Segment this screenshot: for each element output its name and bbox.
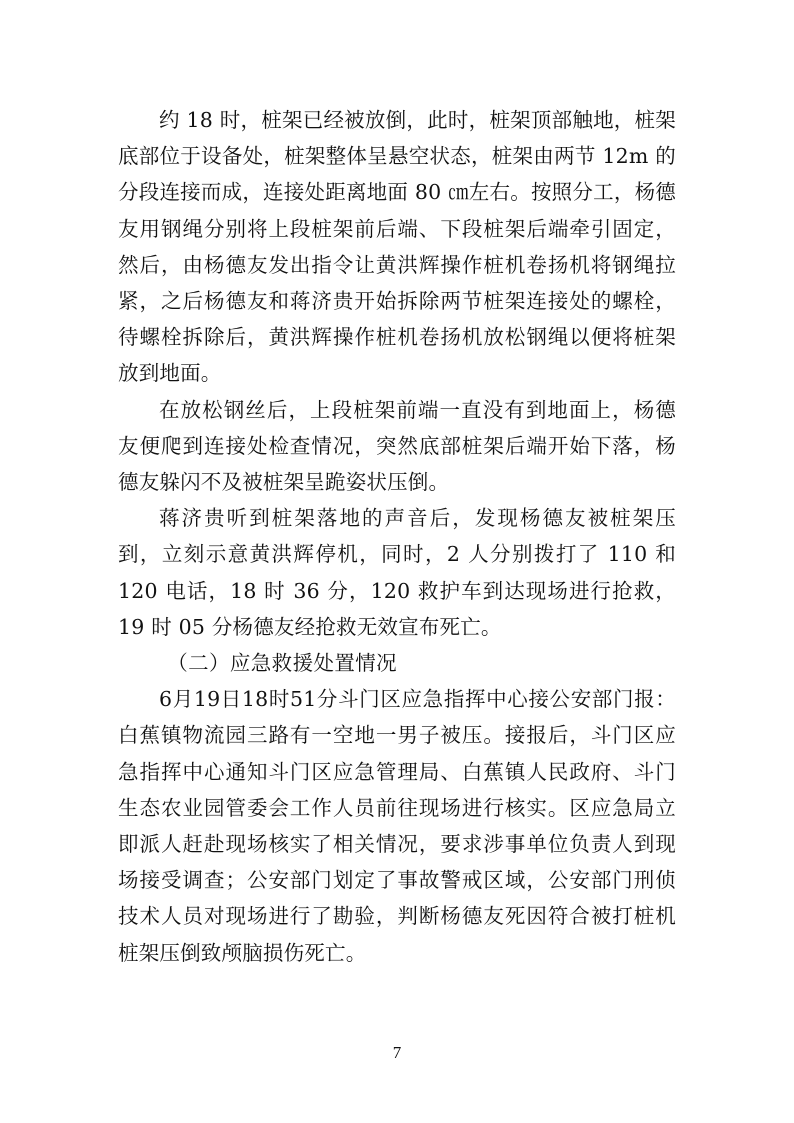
page-number: 7 bbox=[392, 1043, 402, 1062]
paragraph-frame-fall: 在放松钢丝后，上段桩架前端一直没有到地面上，杨德友便爬到连接处检查情况，突然底部桩架后端开始下落，杨德友躲闪不及被桩架呈跪姿状压倒。 bbox=[118, 397, 676, 495]
body-text bbox=[118, 102, 676, 971]
paragraph-emergency-call: 蒋济贵听到桩架落地的声音后，发现杨德友被桩架压到，立刻示意黄洪辉停机，同时，2 人分别拨打了 110 和 120 电话，18 时 36 分，120 救护车到达现场进行抢救，19 时 05 分杨德友经抢救无效宣布死亡。 bbox=[118, 506, 676, 639]
paragraph-emergency-response: 6月19日18时51分斗门区应急指挥中心接公安部门报：白蕉镇物流园三路有一空地一男子被压。接报后，斗门区应急指挥中心通知斗门区应急管理局、白蕉镇人民政府、斗门生态农业园管委会工作人员前往现场进行核实。区应急局立即派人赶赴现场核实了相关情况，要求涉事单位负责人到现场接受调查；公安部门划定了事故警戒区域，公安部门刑侦技术人员对现场进行了勘验，判断杨德友死因符合被打桩机桩架压倒致颅脑损伤死亡。 bbox=[118, 687, 676, 965]
section-heading: （二）应急救援处置情况 bbox=[167, 651, 398, 676]
paragraph-pile-frame-lowering: 约 18 时，桩架已经被放倒，此时，桩架顶部触地，桩架底部位于设备处，桩架整体呈悬空状态，桩架由两节 12m 的分段连接而成，连接处距离地面 80 ㎝左右。按照分工，杨德友用钢绳分别将上段桩架前后端、下段桩架后端牵引固定，然后，由杨德友发出指令让黄洪辉操作桩机卷扬机将钢绳拉紧，之后杨德友和蒋济贵开始拆除两节桩架连接处的螺栓，待螺栓拆除后，黄洪辉操作桩机卷扬机放松钢绳以便将桩架放到地面。 bbox=[118, 108, 676, 386]
